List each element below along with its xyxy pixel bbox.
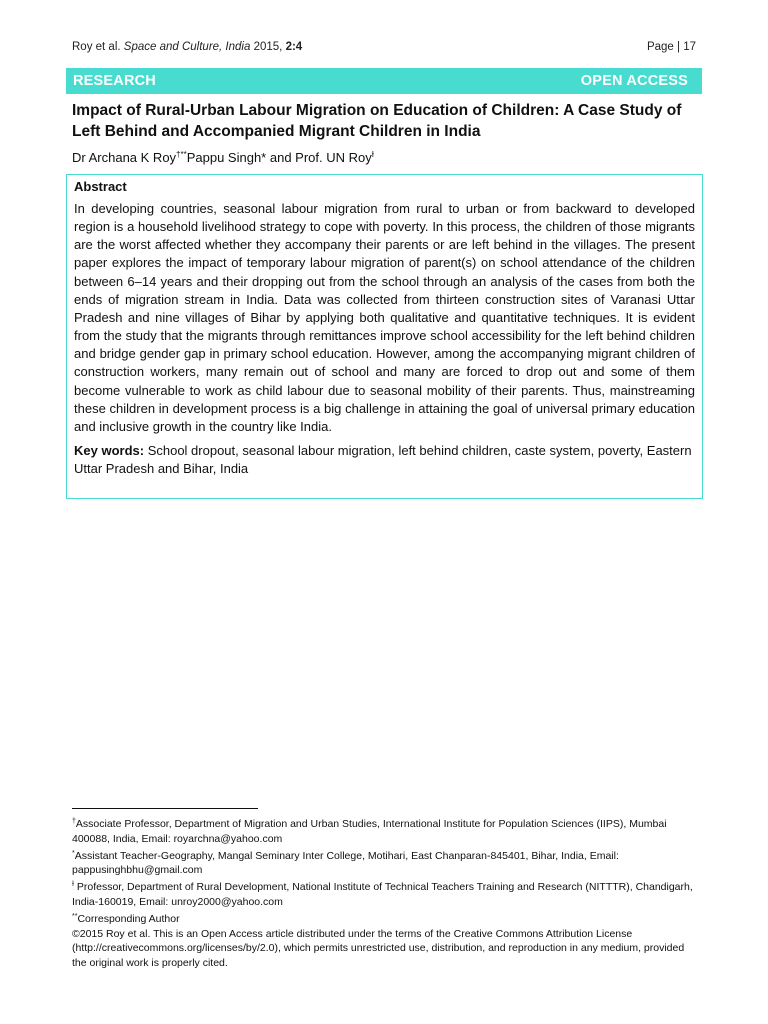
- abstract-text: In developing countries, seasonal labour migration from rural to urban or from backward to developed region is a household livelihood strategy to cope with poverty. In this process, the children of those migrants are the worst affected whether they accompany their parents or are left behind in the villages. The present paper explores the impact of temporary labour migration of parent(s) on school attendance of the children between 6–14 years and their dropping out from the school through an analysis of the cases from both the ends of migration stream in India. Data was collected from thirteen construction sites of Varanasi Uttar Pradesh and nine villages of Bihar by applying both qualitative and quantitative techniques. It is evident from the study that the migrants through remittances improve school accessibility for the left behind children and bridge gender gap in primary school education. However, among the accompanying migrant children of construction workers, many remain out of school and many are forced to drop out and some of them become vulnerable to work as child labour due to seasonal mobility of their parents. Thus, mainstreaming these children in development process is a big challenge in attaining the goal of universal primary education and inclusive growth in the country like India.: [74, 201, 695, 434]
- header-year: 2015,: [253, 41, 283, 53]
- footnote-4: [72, 910, 700, 927]
- research-label: RESEARCH: [73, 73, 156, 89]
- footnote-mark: **: [72, 912, 78, 920]
- footnote-1: [72, 815, 700, 847]
- keywords-label: Key words:: [74, 443, 145, 459]
- keywords-text: School dropout, seasonal labour migration, left behind children, caste system, poverty, Eastern Uttar Pradesh and Bihar, India: [74, 443, 692, 477]
- header-authors: Roy et al.: [72, 41, 121, 53]
- author-3-mark: Ɨ: [371, 150, 374, 159]
- keywords: [74, 442, 695, 478]
- author-1: Dr Archana K Roy: [72, 150, 177, 165]
- footnote-text: Professor, Department of Rural Development, National Institute of Technical Teachers Training and Research (NITTTR), Chandigarh, India-160019, Email: unroy2000@yahoo.com: [72, 881, 693, 908]
- header-journal: Space and Culture, India: [123, 41, 251, 53]
- footnotes: [72, 815, 700, 971]
- footnote-text: Corresponding Author: [77, 912, 180, 925]
- article-type-banner: [66, 68, 702, 94]
- license-text: ©2015 Roy et al. This is an Open Access article distributed under the terms of the Creative Commons Attribution License (http://creativecommons.org/licenses/by/2.0), which permits unrestricted use, distribution, and reproduction in any medium, provided the original work is properly cited.: [72, 927, 685, 970]
- footnote-mark: †: [72, 818, 76, 825]
- author-2: Pappu Singh*: [186, 150, 267, 165]
- license-note: [72, 927, 700, 971]
- footnote-text: Associate Professor, Department of Migration and Urban Studies, International Institute for Population Sciences (IIPS), Mumbai 400088, India, Email: royarchna@yahoo.com: [72, 818, 667, 845]
- page-number: Page | 17: [646, 41, 696, 53]
- abstract-box: [66, 174, 703, 499]
- footnote-2: [72, 847, 700, 879]
- article-title: Impact of Rural-Urban Labour Migration on Education of Children: A Case Study of Left Behind and Accompanied Migrant Children in India: [72, 102, 682, 140]
- author-3: and Prof. UN Roy: [266, 150, 372, 165]
- footnote-text: Assistant Teacher-Geography, Mangal Seminary Inter College, Motihari, East Chanparan-845401, Bihar, India, Email: pappusinghbhu@gmail.com: [72, 849, 619, 877]
- header-volume: 2:4: [285, 41, 303, 53]
- open-access-label: OPEN ACCESS: [580, 73, 688, 89]
- citation: [72, 41, 302, 53]
- author-line: [72, 150, 700, 165]
- footnote-mark: Ɨ: [72, 881, 74, 889]
- footnote-rule: [72, 808, 258, 809]
- footnote-mark: *: [72, 849, 75, 857]
- running-header: [72, 41, 696, 53]
- footnote-3: [72, 878, 700, 910]
- author-1-marks: †**: [176, 150, 187, 159]
- abstract-heading: Abstract: [74, 179, 127, 194]
